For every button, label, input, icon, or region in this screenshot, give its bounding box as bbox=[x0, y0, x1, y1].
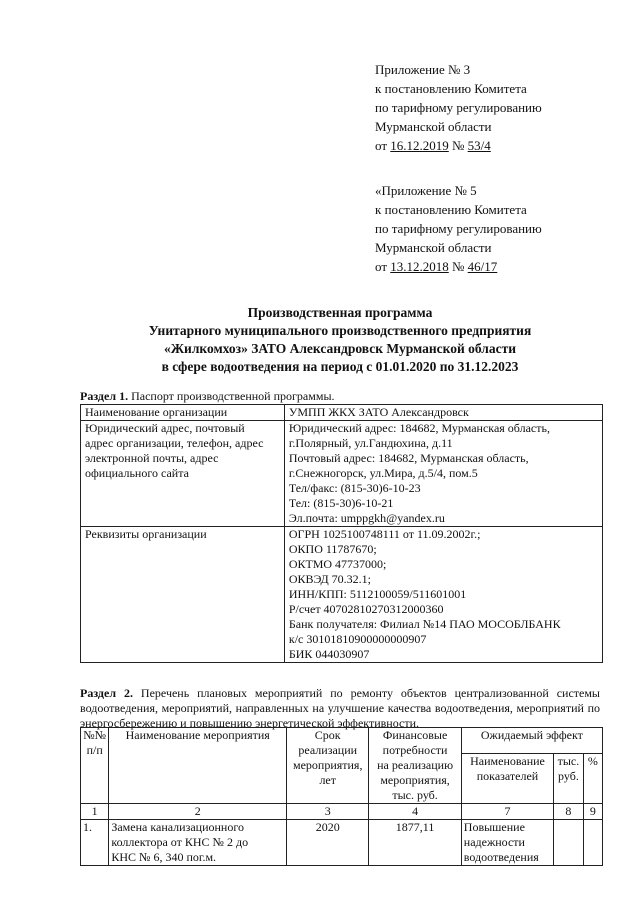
column-number-row bbox=[81, 804, 603, 820]
passport-value: ИНН/КПП: 5112100059/511601001 bbox=[288, 587, 467, 601]
passport-value: ОКТМО 47737000; bbox=[288, 557, 387, 571]
passport-value: г.Снежногорск, ул.Мира, д.5/4, пом.5 bbox=[288, 466, 478, 480]
column-number: 7 bbox=[461, 804, 553, 820]
header-text: п/п bbox=[86, 743, 103, 757]
cell-text: КНС № 6, 340 пог.м. bbox=[111, 850, 217, 864]
cell-name bbox=[109, 820, 287, 866]
cell-effect-pct bbox=[583, 820, 602, 866]
header-text: руб. bbox=[558, 768, 579, 783]
appendix-date-line bbox=[375, 257, 542, 276]
title-line: Унитарного муниципального производственного предприятия bbox=[148, 323, 532, 338]
appendix-line: Мурманской области bbox=[375, 119, 492, 134]
passport-value: ОГРН 1025100748111 от 11.09.2002г.; bbox=[288, 527, 481, 541]
passport-label: Наименование организации bbox=[85, 405, 228, 419]
cell-finance: 1877,11 bbox=[369, 820, 461, 866]
cell-effect-name bbox=[461, 820, 553, 866]
date-prefix: от bbox=[375, 138, 391, 153]
header-text: лет bbox=[319, 773, 336, 787]
appendix-line: «Приложение № 5 bbox=[375, 183, 477, 198]
title-line: Производственная программа bbox=[247, 305, 433, 320]
header-text: мероприятия, bbox=[292, 758, 363, 772]
passport-label-cell bbox=[81, 405, 285, 421]
header-num bbox=[81, 728, 109, 804]
appendix-number: 53/4 bbox=[467, 138, 491, 153]
column-number: 9 bbox=[583, 804, 602, 820]
passport-value: Тел: (815-30)6-10-21 bbox=[288, 496, 394, 510]
measures-table bbox=[80, 727, 603, 866]
header-text: на реализацию bbox=[377, 758, 454, 772]
appendix-date: 13.12.2018 bbox=[390, 259, 449, 274]
section-label: Раздел 2. bbox=[80, 686, 133, 700]
passport-value-cell bbox=[284, 405, 602, 421]
passport-value: Р/счет 40702810270312000360 bbox=[288, 602, 444, 616]
passport-label-cell bbox=[81, 421, 285, 527]
cell-text: водоотведения bbox=[463, 850, 539, 864]
passport-value: к/с 30101810900000000907 bbox=[288, 632, 427, 646]
passport-value: г.Полярный, ул.Гандюхина, д.11 bbox=[288, 436, 453, 450]
passport-label: Реквизиты организации bbox=[85, 527, 207, 541]
column-number: 1 bbox=[81, 804, 109, 820]
section1-heading bbox=[80, 389, 335, 404]
passport-value: Банк получателя: Филиал №14 ПАО МОСОБЛБАНК bbox=[288, 617, 561, 631]
header-text: Наименование bbox=[470, 753, 545, 768]
header-term bbox=[287, 728, 369, 804]
appendix-date: 16.12.2019 bbox=[390, 138, 449, 153]
section-label: Раздел 1. bbox=[80, 389, 129, 403]
passport-value-cell bbox=[284, 421, 602, 527]
number-prefix: № bbox=[448, 259, 468, 274]
header-text: №№ bbox=[83, 728, 107, 742]
passport-value: Тел/факс: (815-30)6-10-23 bbox=[288, 481, 421, 495]
title-line: в сфере водоотведения на период с 01.01.2020 по 31.12.2023 bbox=[161, 359, 519, 374]
passport-label: адрес организации, телефон, адрес bbox=[85, 436, 264, 450]
header-text: реализации bbox=[298, 743, 358, 757]
header-effect: Ожидаемый эффект bbox=[461, 728, 602, 754]
cell-num: 1. bbox=[81, 820, 109, 866]
appendix-line: к постановлению Комитета bbox=[375, 202, 527, 217]
column-number: 4 bbox=[369, 804, 461, 820]
header-name bbox=[109, 728, 287, 804]
passport-value: ОКПО 11787670; bbox=[288, 542, 377, 556]
header-text: показателей bbox=[476, 768, 539, 783]
appendix-line: по тарифному регулированию bbox=[375, 100, 542, 115]
passport-row bbox=[81, 421, 603, 527]
passport-row bbox=[81, 527, 603, 663]
cell-effect-unit bbox=[554, 820, 583, 866]
passport-value: УМПП ЖКХ ЗАТО Александровск bbox=[288, 405, 469, 419]
header-effect-unit bbox=[554, 753, 583, 803]
cell-text: коллектора от КНС № 2 до bbox=[111, 835, 249, 849]
appendix-reference-previous bbox=[375, 181, 542, 276]
appendix-number: 46/17 bbox=[467, 259, 498, 274]
column-number: 2 bbox=[109, 804, 287, 820]
appendix-reference-current bbox=[375, 60, 542, 155]
table-row bbox=[81, 820, 603, 866]
appendix-line: к постановлению Комитета bbox=[375, 81, 527, 96]
section-text: Перечень плановых мероприятий по ремонту объектов централизованной системы водоотведения, мероприятий, направленных на улучшение качества водоотведения, мероприятий по энергосбережению и повышению энергетической эффективности. bbox=[80, 686, 600, 730]
header-text: Финансовые bbox=[382, 728, 448, 742]
title-line: «Жилкомхоз» ЗАТО Александровск Мурманской области bbox=[163, 341, 517, 356]
header-effect-pct: % bbox=[583, 753, 602, 803]
header-text: Срок bbox=[314, 728, 341, 742]
passport-value: БИК 044030907 bbox=[288, 647, 370, 661]
passport-label: электронной почты, адрес bbox=[85, 451, 219, 465]
cell-text: Повышение bbox=[463, 820, 525, 834]
appendix-line: по тарифному регулированию bbox=[375, 221, 542, 236]
number-prefix: № bbox=[448, 138, 468, 153]
cell-term: 2020 bbox=[287, 820, 369, 866]
appendix-date-line bbox=[375, 136, 542, 155]
passport-value-cell bbox=[284, 527, 602, 663]
cell-text: Замена канализационного bbox=[111, 820, 244, 834]
passport-label: Юридический адрес, почтовый bbox=[85, 421, 245, 435]
date-prefix: от bbox=[375, 259, 391, 274]
cell-text: надежности bbox=[463, 835, 525, 849]
passport-table bbox=[80, 404, 603, 663]
passport-row bbox=[81, 405, 603, 421]
column-number: 8 bbox=[554, 804, 583, 820]
section2-heading bbox=[80, 686, 600, 731]
passport-value: Почтовый адрес: 184682, Мурманская область, bbox=[288, 451, 529, 465]
header-text: тыс. bbox=[557, 753, 580, 768]
appendix-line: Мурманской области bbox=[375, 240, 492, 255]
header-text: тыс. руб. bbox=[392, 788, 438, 802]
document-title bbox=[60, 304, 620, 376]
column-number: 3 bbox=[287, 804, 369, 820]
passport-value: ОКВЭД 70.32.1; bbox=[288, 572, 371, 586]
passport-label-cell bbox=[81, 527, 285, 663]
header-row bbox=[81, 728, 603, 754]
passport-value: Юридический адрес: 184682, Мурманская область, bbox=[288, 421, 550, 435]
appendix-line: Приложение № 3 bbox=[375, 62, 471, 77]
header-text: потребности bbox=[382, 743, 448, 757]
header-effect-name bbox=[461, 753, 553, 803]
header-text: мероприятия, bbox=[380, 773, 450, 787]
section-text: Паспорт производственной программы. bbox=[128, 389, 335, 403]
passport-value: Эл.почта: umppgkh@yandex.ru bbox=[288, 511, 445, 525]
header-text: Наименование мероприятия bbox=[125, 728, 270, 742]
header-finance bbox=[369, 728, 461, 804]
passport-label: официального сайта bbox=[85, 466, 189, 480]
